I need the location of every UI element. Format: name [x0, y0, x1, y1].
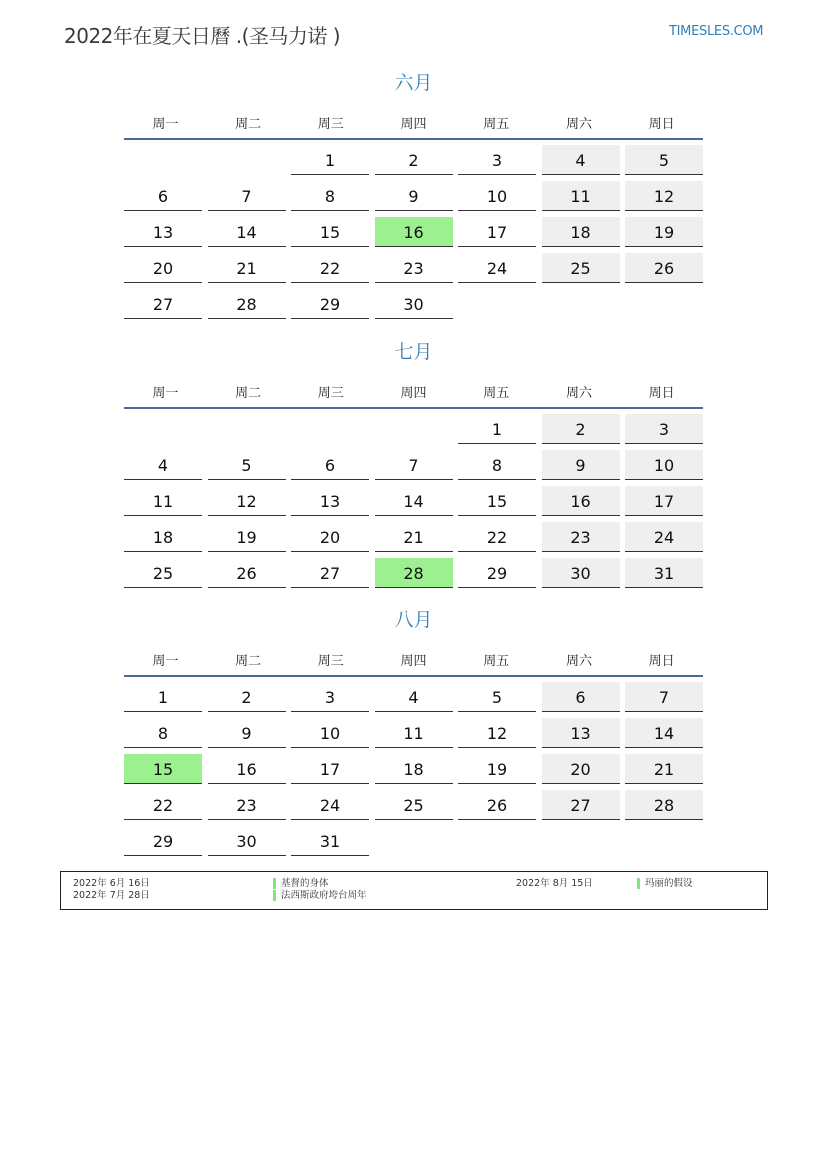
day-cell[interactable]: 20 — [291, 522, 369, 552]
weekend-day-cell[interactable]: 24 — [625, 522, 703, 552]
weekend-day-cell[interactable]: 26 — [625, 253, 703, 283]
day-cell[interactable]: 8 — [291, 181, 369, 211]
legend-color-marker — [273, 878, 276, 889]
weekday-header — [124, 116, 703, 140]
day-cell[interactable]: 7 — [208, 181, 286, 211]
day-cell[interactable]: 7 — [375, 450, 453, 480]
legend-holiday-name: 玛丽的假设 — [645, 878, 693, 889]
day-cell[interactable]: 1 — [458, 414, 536, 444]
day-cell[interactable]: 15 — [291, 217, 369, 247]
day-cell[interactable]: 30 — [375, 289, 453, 319]
month-title: 七月 — [394, 341, 433, 363]
day-cell[interactable]: 12 — [208, 486, 286, 516]
weekend-day-cell[interactable]: 30 — [542, 558, 620, 588]
day-cell[interactable]: 21 — [375, 522, 453, 552]
weekend-day-cell[interactable]: 27 — [542, 790, 620, 820]
day-cell[interactable]: 6 — [291, 450, 369, 480]
holiday-day-cell[interactable]: 28 — [375, 558, 453, 588]
weekend-day-cell[interactable]: 2 — [542, 414, 620, 444]
weekday-label: 周二 — [235, 386, 262, 401]
weekday-label: 周日 — [648, 117, 675, 132]
holiday-day-cell[interactable]: 15 — [124, 754, 202, 784]
day-grid — [124, 145, 703, 325]
weekend-day-cell[interactable]: 3 — [625, 414, 703, 444]
day-cell[interactable]: 23 — [208, 790, 286, 820]
weekend-day-cell[interactable]: 12 — [625, 181, 703, 211]
day-cell[interactable]: 18 — [375, 754, 453, 784]
weekday-label: 周二 — [235, 654, 262, 669]
month-august — [124, 607, 703, 862]
weekday-label: 周五 — [483, 117, 510, 132]
weekend-day-cell[interactable]: 28 — [625, 790, 703, 820]
weekday-label: 周五 — [483, 654, 510, 669]
day-cell[interactable]: 27 — [124, 289, 202, 319]
weekday-label: 周三 — [317, 386, 344, 401]
day-cell[interactable]: 1 — [291, 145, 369, 175]
weekend-day-cell[interactable]: 5 — [625, 145, 703, 175]
weekday-label: 周一 — [152, 654, 179, 669]
weekend-day-cell[interactable]: 25 — [542, 253, 620, 283]
month-title: 六月 — [394, 72, 433, 94]
day-grid — [124, 414, 703, 594]
day-cell[interactable]: 3 — [458, 145, 536, 175]
legend-color-marker — [637, 878, 640, 889]
weekday-label: 周日 — [648, 654, 675, 669]
day-cell[interactable]: 18 — [124, 522, 202, 552]
day-cell[interactable]: 2 — [208, 682, 286, 712]
day-cell[interactable]: 29 — [124, 826, 202, 856]
day-cell[interactable]: 11 — [375, 718, 453, 748]
weekday-label: 周二 — [235, 117, 262, 132]
weekend-day-cell[interactable]: 31 — [625, 558, 703, 588]
page-title: 2022年在夏天日曆 .(圣马力诺 ) — [64, 24, 341, 48]
weekday-label: 周六 — [565, 117, 592, 132]
day-cell[interactable]: 22 — [291, 253, 369, 283]
weekday-label: 周四 — [400, 117, 427, 132]
weekday-label: 周六 — [565, 654, 592, 669]
day-cell[interactable]: 3 — [291, 682, 369, 712]
empty-day-cell — [124, 414, 202, 444]
day-cell[interactable]: 2 — [375, 145, 453, 175]
day-cell[interactable]: 15 — [458, 486, 536, 516]
weekend-day-cell[interactable]: 21 — [625, 754, 703, 784]
day-cell[interactable]: 5 — [208, 450, 286, 480]
day-cell[interactable]: 10 — [291, 718, 369, 748]
weekend-day-cell[interactable]: 19 — [625, 217, 703, 247]
day-cell[interactable]: 19 — [208, 522, 286, 552]
day-cell[interactable]: 13 — [291, 486, 369, 516]
day-cell[interactable]: 23 — [375, 253, 453, 283]
day-cell[interactable]: 21 — [208, 253, 286, 283]
weekend-day-cell[interactable]: 4 — [542, 145, 620, 175]
empty-day-cell — [375, 414, 453, 444]
day-cell[interactable]: 24 — [458, 253, 536, 283]
month-june — [124, 70, 703, 325]
legend-date: 2022年 8月 15日 — [516, 878, 593, 889]
legend-color-marker — [273, 890, 276, 901]
weekend-day-cell[interactable]: 13 — [542, 718, 620, 748]
day-cell[interactable]: 31 — [291, 826, 369, 856]
month-title: 八月 — [394, 609, 433, 631]
weekend-day-cell[interactable]: 20 — [542, 754, 620, 784]
holiday-day-cell[interactable]: 16 — [375, 217, 453, 247]
day-cell[interactable]: 1 — [124, 682, 202, 712]
empty-day-cell — [124, 145, 202, 175]
day-cell[interactable]: 29 — [291, 289, 369, 319]
day-grid — [124, 682, 703, 862]
legend-holiday-name: 基督的身体 — [281, 878, 329, 889]
day-cell[interactable]: 8 — [458, 450, 536, 480]
weekend-day-cell[interactable]: 10 — [625, 450, 703, 480]
empty-day-cell — [291, 414, 369, 444]
day-cell[interactable]: 4 — [375, 682, 453, 712]
weekday-label: 周五 — [483, 386, 510, 401]
weekday-label: 周四 — [400, 654, 427, 669]
day-cell[interactable]: 11 — [124, 486, 202, 516]
day-cell[interactable]: 5 — [458, 682, 536, 712]
weekday-label: 周四 — [400, 386, 427, 401]
day-cell[interactable]: 20 — [124, 253, 202, 283]
weekend-day-cell[interactable]: 6 — [542, 682, 620, 712]
legend-date: 2022年 7月 28日 — [73, 890, 150, 901]
weekend-day-cell[interactable]: 7 — [625, 682, 703, 712]
day-cell[interactable]: 26 — [458, 790, 536, 820]
day-cell[interactable]: 13 — [124, 217, 202, 247]
day-cell[interactable]: 30 — [208, 826, 286, 856]
weekday-label: 周三 — [317, 117, 344, 132]
day-cell[interactable]: 10 — [458, 181, 536, 211]
legend-date: 2022年 6月 16日 — [73, 878, 150, 889]
day-cell[interactable]: 25 — [375, 790, 453, 820]
weekday-label: 周一 — [152, 117, 179, 132]
weekend-day-cell[interactable]: 17 — [625, 486, 703, 516]
day-cell[interactable]: 19 — [458, 754, 536, 784]
day-cell[interactable]: 17 — [458, 217, 536, 247]
day-cell[interactable]: 12 — [458, 718, 536, 748]
day-cell[interactable]: 22 — [458, 522, 536, 552]
weekend-day-cell[interactable]: 11 — [542, 181, 620, 211]
day-cell[interactable]: 14 — [375, 486, 453, 516]
day-cell[interactable]: 9 — [375, 181, 453, 211]
day-cell[interactable]: 27 — [291, 558, 369, 588]
day-cell[interactable]: 29 — [458, 558, 536, 588]
weekday-label: 周一 — [152, 386, 179, 401]
day-cell[interactable]: 24 — [291, 790, 369, 820]
weekday-label: 周六 — [565, 386, 592, 401]
day-cell[interactable]: 8 — [124, 718, 202, 748]
day-cell[interactable]: 6 — [124, 181, 202, 211]
day-cell[interactable]: 28 — [208, 289, 286, 319]
weekday-label: 周日 — [648, 386, 675, 401]
holiday-legend — [60, 871, 768, 910]
day-cell[interactable]: 9 — [208, 718, 286, 748]
day-cell[interactable]: 22 — [124, 790, 202, 820]
weekday-header — [124, 653, 703, 677]
site-brand-link[interactable]: TIMESLES.COM — [669, 24, 764, 39]
weekend-day-cell[interactable]: 16 — [542, 486, 620, 516]
weekend-day-cell[interactable]: 9 — [542, 450, 620, 480]
day-cell[interactable]: 4 — [124, 450, 202, 480]
weekday-header — [124, 385, 703, 409]
day-cell[interactable]: 16 — [208, 754, 286, 784]
day-cell[interactable]: 14 — [208, 217, 286, 247]
empty-day-cell — [208, 414, 286, 444]
weekend-day-cell[interactable]: 23 — [542, 522, 620, 552]
month-july — [124, 339, 703, 594]
empty-day-cell — [208, 145, 286, 175]
day-cell[interactable]: 26 — [208, 558, 286, 588]
day-cell[interactable]: 25 — [124, 558, 202, 588]
weekend-day-cell[interactable]: 14 — [625, 718, 703, 748]
day-cell[interactable]: 17 — [291, 754, 369, 784]
legend-holiday-name: 法西斯政府垮台周年 — [281, 890, 367, 901]
weekday-label: 周三 — [317, 654, 344, 669]
weekend-day-cell[interactable]: 18 — [542, 217, 620, 247]
